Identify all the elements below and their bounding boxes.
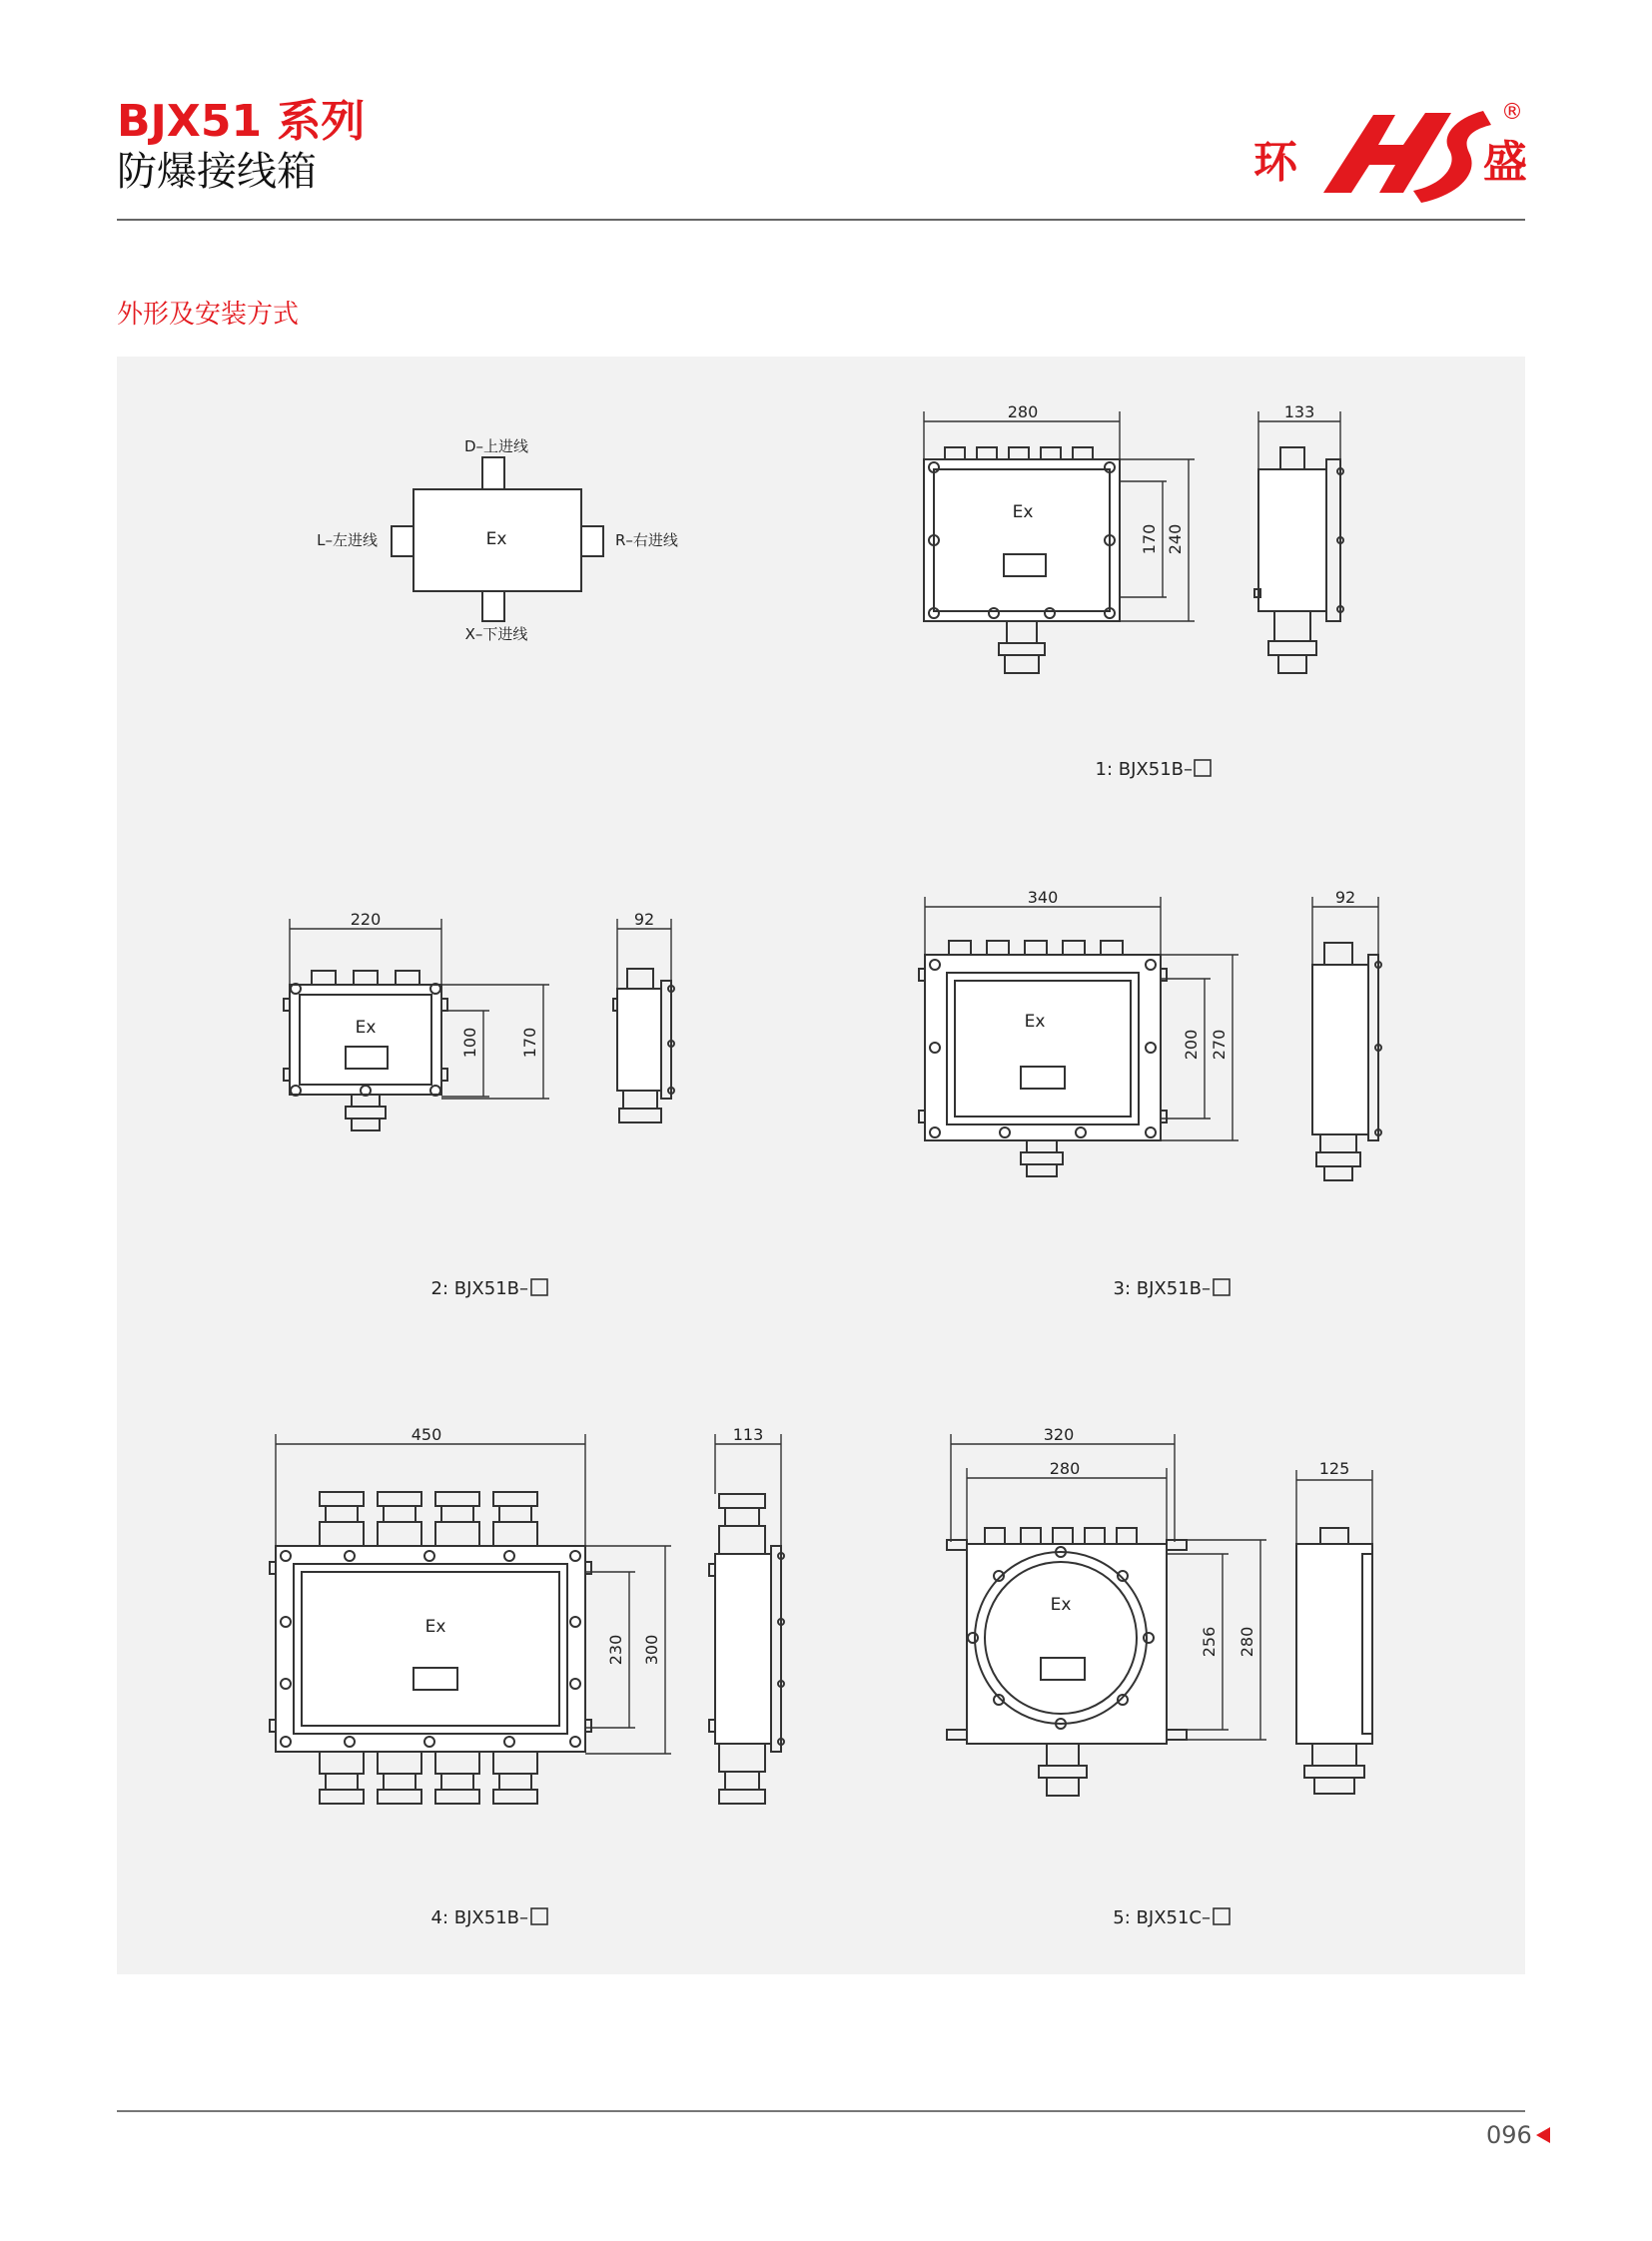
logo-right-char: 盛	[1483, 137, 1527, 188]
drawing-caption: 3: BJX51B–	[1113, 1278, 1211, 1299]
dim-height-inner: 230	[606, 1634, 625, 1666]
drawing-4	[270, 1425, 784, 1928]
caption-box	[1195, 760, 1211, 776]
page-arrow-icon	[1536, 2127, 1550, 2143]
dim-width: 280	[1007, 402, 1039, 421]
dim-depth: 125	[1318, 1459, 1350, 1478]
drawing-2	[284, 910, 674, 1299]
cable-glands-top	[320, 1492, 537, 1546]
dim-height-inner: 170	[1140, 523, 1159, 555]
dim-depth: 92	[1334, 888, 1356, 907]
side-view	[1254, 447, 1343, 673]
dim-width: 340	[1027, 888, 1059, 907]
dim-height-inner: 256	[1200, 1626, 1219, 1658]
side-view	[709, 1494, 784, 1804]
cable-glands-top	[945, 447, 1093, 459]
footer-divider	[117, 2110, 1525, 2112]
entry-bottom-label: X–下进线	[464, 625, 528, 643]
side-view	[1312, 943, 1381, 1180]
drawing-caption: 4: BJX51B–	[430, 1907, 528, 1928]
dim-width: 220	[350, 910, 382, 929]
logo-left-char: 环	[1253, 137, 1297, 188]
box-label: Ex	[1012, 502, 1034, 522]
drawing-caption: 1: BJX51B–	[1095, 759, 1193, 780]
dim-depth: 113	[732, 1425, 764, 1444]
dim-height-outer: 280	[1238, 1626, 1256, 1658]
front-view	[947, 1528, 1187, 1796]
box-label: Ex	[1050, 1595, 1072, 1615]
entry-left-label: L–左进线	[317, 531, 378, 549]
bottom-gland	[999, 621, 1045, 673]
dim-depth: 133	[1283, 402, 1315, 421]
caption-box	[1214, 1908, 1230, 1924]
caption-box	[531, 1279, 547, 1295]
drawing-5	[947, 1425, 1372, 1928]
box-label: Ex	[355, 1018, 377, 1038]
entry-top-label: D–上进线	[463, 437, 529, 455]
side-view	[613, 969, 674, 1122]
dim-width-inner: 280	[1049, 1459, 1081, 1478]
dim-height-inner: 200	[1182, 1029, 1201, 1061]
dim-depth: 92	[633, 910, 655, 929]
section-title: 外形及安装方式	[117, 300, 300, 330]
series-title: BJX51 系列	[117, 96, 366, 147]
drawing-caption: 5: BJX51C–	[1113, 1907, 1211, 1928]
side-dimension	[1296, 1470, 1372, 1544]
dim-width: 450	[411, 1425, 442, 1444]
drawing-1	[924, 402, 1343, 780]
side-dimension	[715, 1434, 781, 1546]
dim-width-outer: 320	[1043, 1425, 1075, 1444]
front-view	[919, 941, 1167, 1176]
dim-height-outer: 170	[520, 1027, 539, 1059]
box-label: Ex	[424, 1617, 446, 1637]
product-name: 防爆接线箱	[117, 149, 317, 195]
dim-height-outer: 270	[1210, 1029, 1229, 1061]
dim-height-outer: 300	[642, 1634, 661, 1666]
drawing-caption: 2: BJX51B–	[430, 1278, 528, 1299]
caption-box	[531, 1908, 547, 1924]
entry-diagram	[317, 437, 678, 643]
front-view	[270, 1492, 591, 1804]
dim-height-outer: 240	[1166, 523, 1185, 555]
side-view	[1296, 1528, 1372, 1794]
side-dimension	[617, 919, 671, 989]
entry-right-label: R–右进线	[615, 531, 678, 549]
drawing-3	[919, 888, 1381, 1299]
page-number: 096	[1486, 2121, 1532, 2149]
caption-box	[1214, 1279, 1230, 1295]
box-label: Ex	[1024, 1012, 1046, 1032]
front-view	[924, 447, 1120, 673]
registered-mark: ®	[1501, 100, 1523, 125]
front-view	[284, 971, 447, 1130]
entry-center-label: Ex	[485, 529, 507, 549]
cable-glands-bottom	[320, 1752, 537, 1804]
dim-height-inner: 100	[460, 1027, 479, 1059]
